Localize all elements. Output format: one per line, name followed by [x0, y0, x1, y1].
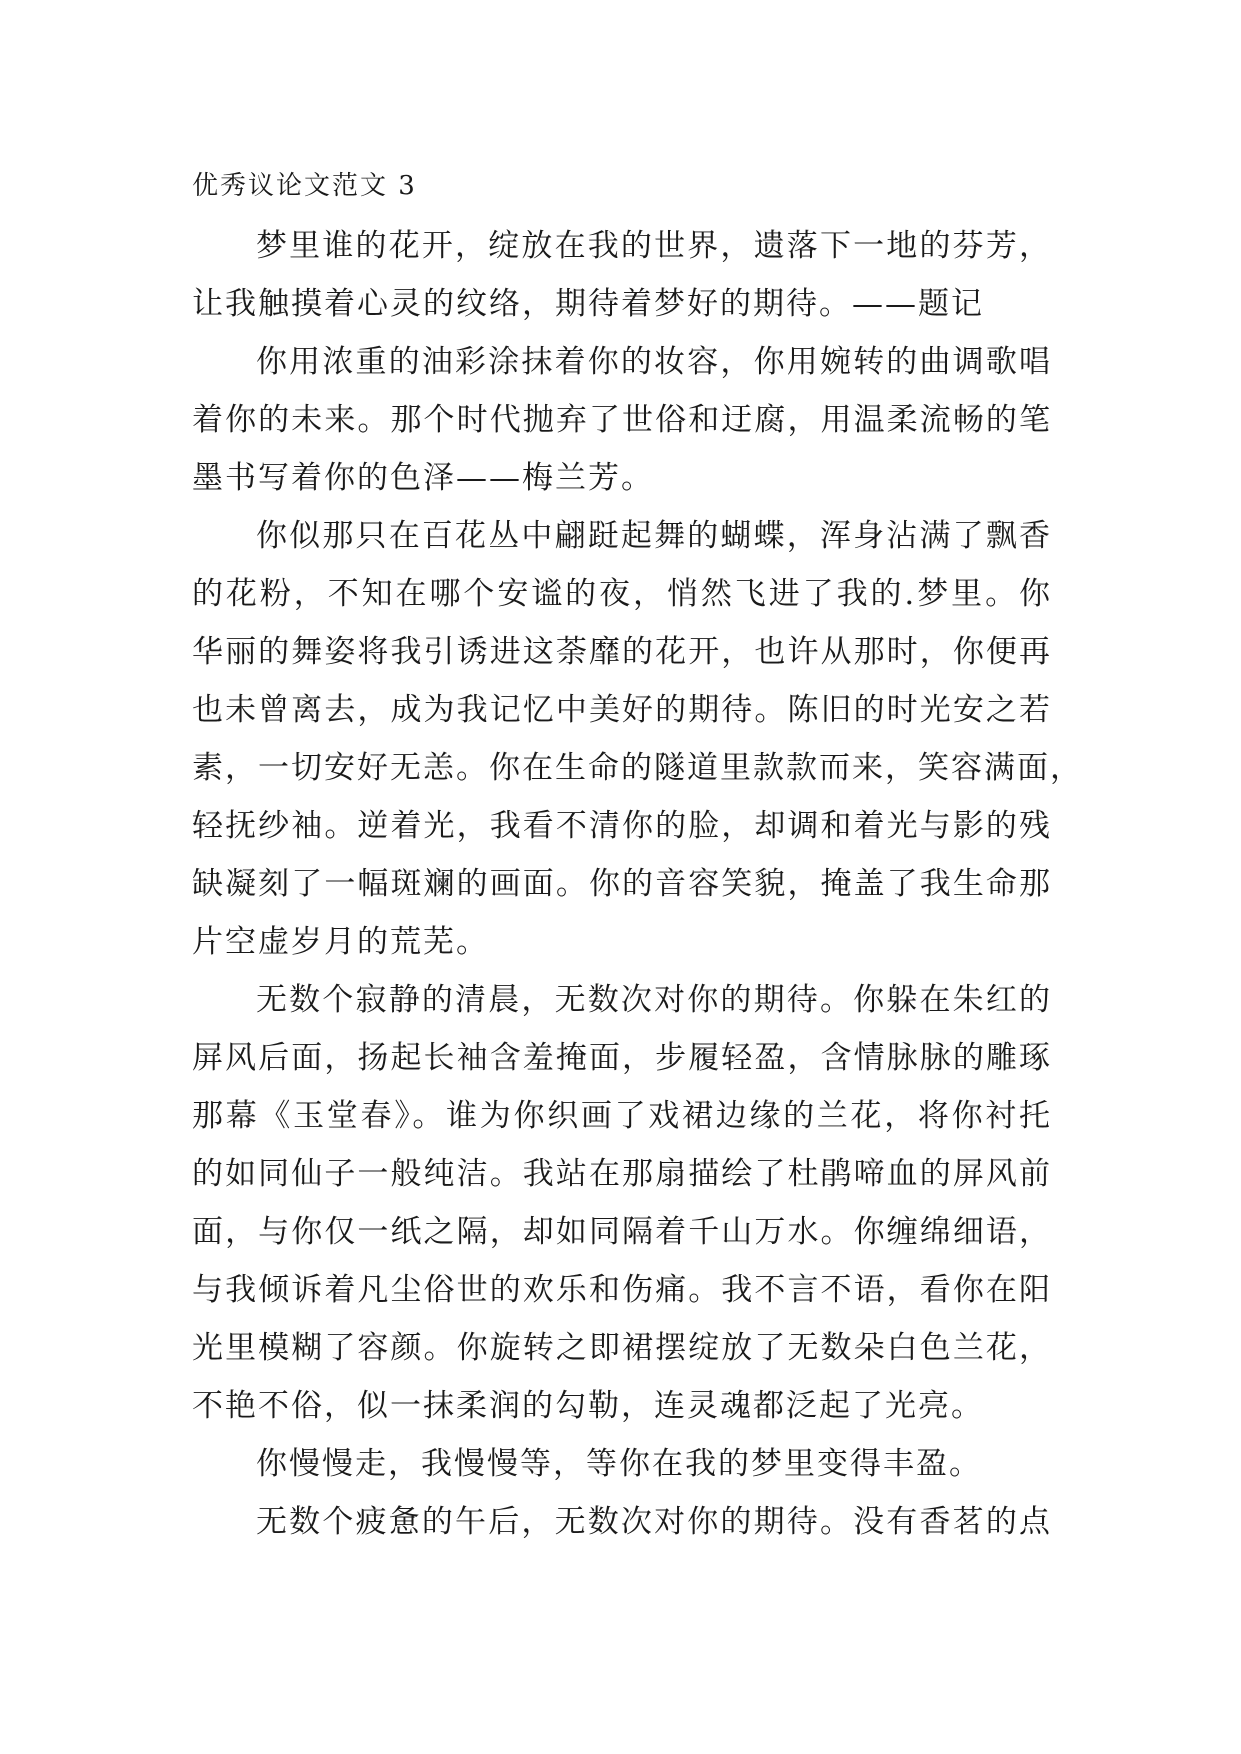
text-line: 着你的未来。那个时代抛弃了世俗和迂腐，用温柔流畅的笔	[192, 402, 1052, 438]
text-line: 让我触摸着心灵的纹络，期待着梦好的期待。——题记	[192, 286, 984, 322]
document-title: 优秀议论文范文 3	[192, 171, 417, 201]
text-line: 无数个寂静的清晨，无数次对你的期待。你躲在朱红的	[256, 982, 1052, 1018]
text-line: 华丽的舞姿将我引诱进这荼靡的花开，也许从那时，你便再	[192, 634, 1052, 670]
paragraph	[192, 1493, 1052, 1551]
paragraph	[192, 507, 1083, 971]
text-line: 你用浓重的油彩涂抹着你的妆容，你用婉转的曲调歌唱	[256, 344, 1052, 380]
text-line: 那幕《玉堂春》。谁为你织画了戏裙边缘的兰花，将你衬托	[192, 1098, 1052, 1134]
text-line: 梦里谁的花开，绽放在我的世界，遗落下一地的芬芳，	[256, 228, 1052, 264]
text-line: 的花粉，不知在哪个安谧的夜，悄然飞进了我的.梦里。你	[192, 576, 1052, 612]
text-line: 轻抚纱袖。逆着光，我看不清你的脸，却调和着光与影的残	[192, 808, 1052, 844]
text-line: 与我倾诉着凡尘俗世的欢乐和伤痛。我不言不语，看你在阳	[192, 1272, 1052, 1308]
text-line: 片空虚岁月的荒芜。	[192, 924, 489, 960]
text-line: 光里模糊了容颜。你旋转之即裙摆绽放了无数朵白色兰花，	[192, 1330, 1052, 1366]
text-line: 你似那只在百花丛中翩跹起舞的蝴蝶，浑身沾满了飘香	[256, 518, 1052, 554]
text-line: 面，与你仅一纸之隔，却如同隔着千山万水。你缠绵细语，	[192, 1214, 1052, 1250]
text-line: 无数个疲惫的午后，无数次对你的期待。没有香茗的点	[256, 1504, 1052, 1540]
paragraph	[192, 1435, 1052, 1493]
text-line: 不艳不俗，似一抹柔润的勾勒，连灵魂都泛起了光亮。	[192, 1388, 984, 1424]
paragraph	[192, 333, 1052, 507]
text-line: 的如同仙子一般纯洁。我站在那扇描绘了杜鹃啼血的屏风前	[192, 1156, 1052, 1192]
text-line: 屏风后面，扬起长袖含羞掩面，步履轻盈，含情脉脉的雕琢	[192, 1040, 1052, 1076]
paragraph	[192, 971, 1052, 1435]
text-line: 也未曾离去，成为我记忆中美好的期待。陈旧的时光安之若	[192, 692, 1052, 728]
text-line: 缺凝刻了一幅斑斓的画面。你的音容笑貌，掩盖了我生命那	[192, 866, 1052, 902]
text-line: 你慢慢走，我慢慢等，等你在我的梦里变得丰盈。	[256, 1446, 982, 1482]
text-line: 墨书写着你的色泽——梅兰芳。	[192, 460, 654, 496]
text-line: 素，一切安好无恙。你在生命的隧道里款款而来，笑容满面，	[192, 750, 1083, 786]
document-page	[192, 165, 1083, 1551]
paragraph-epigraph	[192, 217, 1052, 333]
